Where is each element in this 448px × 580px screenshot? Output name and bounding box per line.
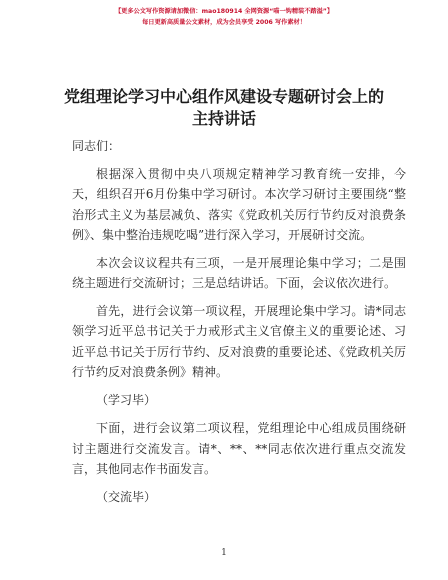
document-title: [40, 86, 408, 130]
note-exchange-finished: （交流毕）: [96, 489, 157, 504]
salutation: 同志们：: [72, 139, 121, 153]
promo-banner: [0, 6, 448, 28]
paragraph-first-item: 首先，进行会议第一项议程，开展理论集中学习。请*同志领学习近平总书记关于力戒形式主义官僚主义的重要论述、习近平总书记关于厉行节约、反对浪费的重要论述、《党政机关厉行节约反对浪费条例》精神。: [72, 303, 406, 379]
page-number: 1: [221, 548, 227, 558]
paragraph-intro: 根据深入贯彻中央八项规定精神学习教育统一安排，今天，组织召开6月份集中学习研讨。本次学习研讨主要围绕“整治形式主义为基层减负、落实《党政机关厉行节约反对浪费条例》、集中整治违规吃喝”进行深入学习，开展研讨交流。: [72, 166, 406, 242]
paragraph-second-item: 下面，进行会议第二项议程，党组理论中心组成员围绕研讨主题进行交流发言。请*、**、**同志依次进行重点交流发言，其他同志作书面发言。: [72, 421, 406, 476]
promo-banner-line-2: 每日更新高质量公文素材，成为会员享受 2006 写作素材！: [142, 19, 306, 26]
document-body: [72, 136, 406, 515]
document-title-line-1: 党组理论学习中心组作风建设专题研讨会上的: [63, 87, 384, 106]
note-study-finished: （学习毕）: [96, 392, 157, 407]
promo-banner-line-1: 【更多公文写作资源请加微信：mao180914 全网资源“喵一钩精装不踏溢”】: [114, 8, 334, 15]
paragraph-agenda: 本次会议议程共有三项，一是开展理论集中学习；二是围绕主题进行交流研讨；三是总结讲话。下面，会议依次进行。: [72, 255, 406, 290]
document-title-line-2: 主持讲话: [191, 109, 256, 128]
